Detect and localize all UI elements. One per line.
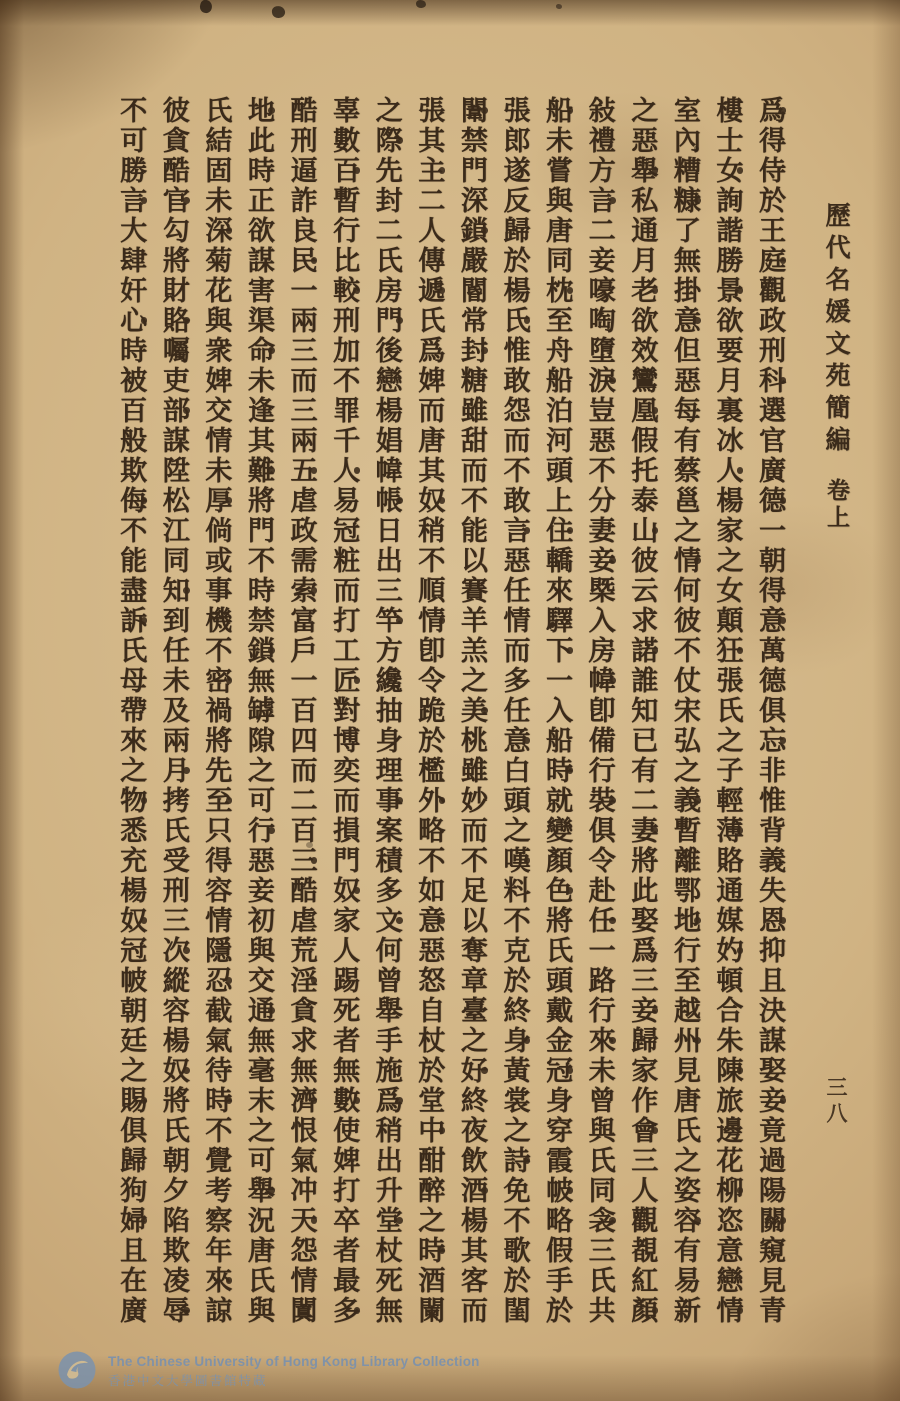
text-phrase: 一兩三而三兩五 — [285, 276, 317, 486]
text-column — [620, 96, 663, 1348]
text-phrase: 辜數百 — [328, 96, 360, 186]
text-phrase: 嚴閽常封 — [455, 246, 487, 366]
text-phrase: 何曾舉手施爲 — [370, 936, 402, 1116]
text-phrase: 怨情闐 — [285, 1236, 317, 1326]
text-phrase: 將氏朝夕陷欺凌辱 — [157, 1086, 189, 1326]
text-phrase: 料不克於終身 — [498, 876, 530, 1056]
text-phrase: 一入船時 — [541, 666, 573, 786]
text-phrase: 略假手於 — [541, 1206, 573, 1326]
text-phrase: 彼云求諾 — [626, 546, 658, 666]
watermark-line-zh: 香港中文大學圖書館特藏 — [108, 1374, 268, 1388]
text-phrase: 張氏之子輕薄 — [711, 666, 743, 846]
text-phrase: 稍不順情 — [413, 516, 445, 636]
text-phrase: 假托泰山 — [626, 426, 658, 546]
text-phrase: 賂通媒妁 — [711, 846, 743, 966]
text-column — [534, 96, 577, 1348]
text-phrase: 卽令跪於檻外 — [413, 636, 445, 816]
text-phrase: 闈 — [455, 96, 487, 126]
text-phrase: 一路行來 — [583, 936, 615, 1056]
text-phrase: 惟敢怨而不敢言 — [498, 336, 530, 546]
text-phrase: 誰知已有二妻 — [626, 666, 658, 846]
text-phrase: 就變顏色 — [541, 786, 573, 906]
volume-label: 卷上 — [823, 478, 850, 532]
text-phrase: 到任未及兩月 — [157, 606, 189, 786]
watermark — [57, 1350, 480, 1395]
text-phrase: 惡任情而多任意 — [498, 546, 530, 756]
text-phrase: 豈惡不分妻妾 — [583, 396, 615, 576]
text-phrase: 非惟背義失恩 — [754, 756, 785, 936]
text-phrase: 禍將先至 — [200, 696, 232, 816]
text-phrase: 三人觀覩紅顏 — [626, 1146, 658, 1326]
text-phrase: 三氏共 — [583, 1236, 615, 1326]
text-phrase: 得侍於王庭 — [754, 126, 785, 276]
text-phrase: 日出三竿 — [370, 516, 402, 636]
watermark-line-en: The Chinese University of Hong Kong Library Collection — [108, 1354, 480, 1369]
text-phrase: 見唐氏之姿容 — [668, 1056, 700, 1236]
text-column — [364, 96, 407, 1348]
text-phrase: 旅邊花柳 — [711, 1086, 743, 1206]
text-phrase: 囑吏部 — [157, 336, 189, 426]
text-phrase: 謀陞松江同知 — [157, 426, 189, 606]
text-phrase: 方纔抽身理事 — [370, 636, 402, 816]
text-phrase: 拷氏受刑三次 — [157, 786, 189, 966]
text-column — [577, 96, 620, 1348]
text-phrase: 窺見青 — [754, 1236, 785, 1326]
text-phrase: 俱歸狗婦 — [115, 1116, 147, 1236]
text-phrase: 恣意戀情 — [711, 1206, 743, 1326]
text-column — [662, 96, 705, 1348]
text-phrase: 有易新 — [668, 1236, 700, 1326]
text-phrase: 一朝得意 — [754, 516, 785, 636]
text-phrase: 張其主 — [413, 96, 445, 186]
text-phrase: 不可勝言 — [115, 96, 147, 216]
text-phrase: 酒闌 — [413, 1266, 445, 1326]
text-phrase: 貪求無濟 — [285, 996, 317, 1116]
text-phrase: 選官廣德 — [754, 396, 785, 516]
text-phrase: 免不歌於閨 — [498, 1176, 530, 1326]
text-phrase: 且在廣 — [115, 1236, 147, 1326]
text-phrase: 地 — [242, 96, 274, 126]
text-phrase: 詢諧勝景 — [711, 186, 743, 306]
text-phrase: 行至越州 — [668, 936, 700, 1056]
text-phrase: 敍禮方言 — [583, 96, 615, 216]
text-phrase: 富戶一百四而二百三 — [285, 606, 317, 876]
watermark-text — [108, 1354, 480, 1389]
text-column — [705, 96, 748, 1348]
text-phrase: 對博奕而損門奴 — [328, 696, 360, 906]
text-phrase: 楊家之女顛狂 — [711, 486, 743, 666]
text-phrase: 何彼不仗宋弘之義 — [668, 576, 700, 816]
text-phrase: 後戀楊娼幃帳 — [370, 336, 402, 516]
text-phrase: 惡怒自杖於堂中 — [413, 936, 445, 1146]
text-phrase: 暫行比較 — [328, 186, 360, 306]
text-phrase: 刑加不罪千人 — [328, 306, 360, 486]
text-phrase: 酷虐荒淫 — [285, 876, 317, 996]
text-phrase: 氏結固未深 — [200, 96, 232, 246]
text-phrase: 觀政刑科 — [754, 276, 785, 396]
text-column — [407, 96, 450, 1348]
text-column — [279, 96, 322, 1348]
text-phrase: 楊其客而 — [455, 1206, 487, 1326]
text-column — [449, 96, 492, 1348]
text-phrase: 糖雖甜而不能以賽羊羔之美 — [455, 366, 487, 726]
text-phrase: 不覺考察年來 — [200, 1116, 232, 1296]
text-phrase: 禁門深鎖 — [455, 126, 487, 246]
text-phrase: 只得容情隱忍 — [200, 816, 232, 996]
text-phrase: 易冠粧而打工匠 — [328, 486, 360, 696]
text-phrase: 家人踢死者無數 — [328, 906, 360, 1116]
text-phrase: 虐政需索 — [285, 486, 317, 606]
text-column — [492, 96, 535, 1348]
paper-speck — [271, 5, 286, 19]
text-block — [83, 96, 790, 1348]
text-phrase: 桃雖妙而不足以奪章臺之好 — [455, 726, 487, 1086]
text-column — [236, 96, 279, 1348]
text-phrase: 爲 — [754, 96, 785, 126]
text-phrase: 黃裳之詩 — [498, 1056, 530, 1176]
text-phrase: 案積多文 — [370, 816, 402, 936]
text-phrase: 況唐氏與 — [242, 1206, 274, 1326]
text-phrase: 張郎遂反歸於楊氏 — [498, 96, 530, 336]
text-phrase: 轎來驛下 — [541, 546, 573, 666]
text-phrase: 諒 — [200, 1296, 232, 1326]
text-phrase: 抑且決謀娶妾 — [754, 936, 785, 1116]
text-phrase: 槩入房幃 — [583, 576, 615, 696]
text-phrase: 酷刑逼詐良民 — [285, 96, 317, 276]
text-phrase: 杖死無 — [370, 1236, 402, 1326]
text-phrase: 氏爲婢而唐其奴 — [413, 306, 445, 516]
text-phrase: 二妾嚎啕墮淚 — [583, 216, 615, 396]
text-phrase: 截氣待時 — [200, 996, 232, 1116]
text-phrase: 無毫末之可舉 — [242, 1026, 274, 1206]
paper-speck — [556, 4, 562, 9]
text-phrase: 冠帔朝廷之賜 — [115, 936, 147, 1116]
text-phrase: 將此娶爲三妾 — [626, 846, 658, 1026]
text-phrase: 終夜飲酒 — [455, 1086, 487, 1206]
text-phrase: 略不如意 — [413, 816, 445, 936]
text-phrase: 二人傳遞 — [413, 186, 445, 306]
text-phrase: 勾將財賂 — [157, 216, 189, 336]
text-phrase: 欲要月裏冰人 — [711, 306, 743, 486]
text-phrase: 無罅隙之可行 — [242, 666, 274, 846]
text-phrase: 將門不時禁鎖 — [242, 486, 274, 666]
text-phrase: 此時正欲謀害渠命 — [242, 126, 274, 366]
text-phrase: 菊花與衆婢交情未厚 — [200, 246, 232, 516]
text-phrase: 悉充楊奴 — [115, 816, 147, 936]
text-column — [747, 96, 790, 1348]
text-phrase: 樓士女 — [711, 96, 743, 186]
text-phrase: 稍出升堂 — [370, 1116, 402, 1236]
text-phrase: 船 — [541, 96, 573, 126]
paper-speck — [694, 146, 699, 151]
text-phrase: 室內糟糠 — [668, 96, 700, 216]
text-phrase: 之惡舉 — [626, 96, 658, 186]
header-column — [818, 202, 854, 722]
text-phrase: 但惡每有蔡邕之情 — [668, 336, 700, 576]
text-phrase: 卽備行裝 — [583, 696, 615, 816]
text-phrase: 恨氣冲天 — [285, 1116, 317, 1236]
text-phrase: 不能盡訴 — [115, 516, 147, 636]
page-number: 三八 — [824, 1076, 849, 1128]
text-phrase: 酣醉之時 — [413, 1146, 445, 1266]
text-phrase: 暫離鄂地 — [668, 816, 700, 936]
text-column — [194, 96, 237, 1348]
text-phrase: 至舟船泊河頭上住 — [541, 306, 573, 546]
cuhk-logo-icon — [57, 1350, 97, 1395]
book-title: 歷代名媛文苑簡編 — [822, 202, 851, 458]
text-phrase: 頓合朱陳 — [711, 966, 743, 1086]
paper-speck — [306, 842, 313, 848]
paper-speck — [416, 0, 426, 8]
text-phrase: 彼貪酷官 — [157, 96, 189, 216]
text-phrase: 未曾與氏同衾 — [583, 1056, 615, 1236]
text-column — [151, 96, 194, 1348]
text-phrase: 未嘗與唐同枕 — [541, 126, 573, 306]
text-phrase: 歸家作會 — [626, 1026, 658, 1146]
text-phrase: 身穿霞帔 — [541, 1086, 573, 1206]
paper-speck — [199, 0, 214, 14]
text-phrase: 俱令赴任 — [583, 816, 615, 936]
text-column — [321, 96, 364, 1348]
text-phrase: 縱容楊奴 — [157, 966, 189, 1086]
text-phrase: 將氏頭戴金冠 — [541, 906, 573, 1086]
text-phrase: 先封二氏房門 — [370, 156, 402, 336]
text-phrase: 氏母帶來之物 — [115, 636, 147, 816]
text-phrase: 未逢其難 — [242, 366, 274, 486]
text-phrase: 使婢打卒者最多 — [328, 1116, 360, 1326]
text-column — [109, 96, 152, 1348]
text-phrase: 了無掛意 — [668, 216, 700, 336]
text-phrase: 白頭之嘆 — [498, 756, 530, 876]
text-phrase: 萬德俱忘 — [754, 636, 785, 756]
text-phrase: 竟過陽關 — [754, 1116, 785, 1236]
text-phrase: 欲效鸞凰 — [626, 306, 658, 426]
text-phrase: 時被百般欺侮 — [115, 336, 147, 516]
text-phrase: 倘或事機不密 — [200, 516, 232, 696]
text-phrase: 之際 — [370, 96, 402, 156]
text-phrase: 私通月老 — [626, 186, 658, 306]
text-phrase: 大肆奸心 — [115, 216, 147, 336]
text-phrase: 惡妾初與交通 — [242, 846, 274, 1026]
